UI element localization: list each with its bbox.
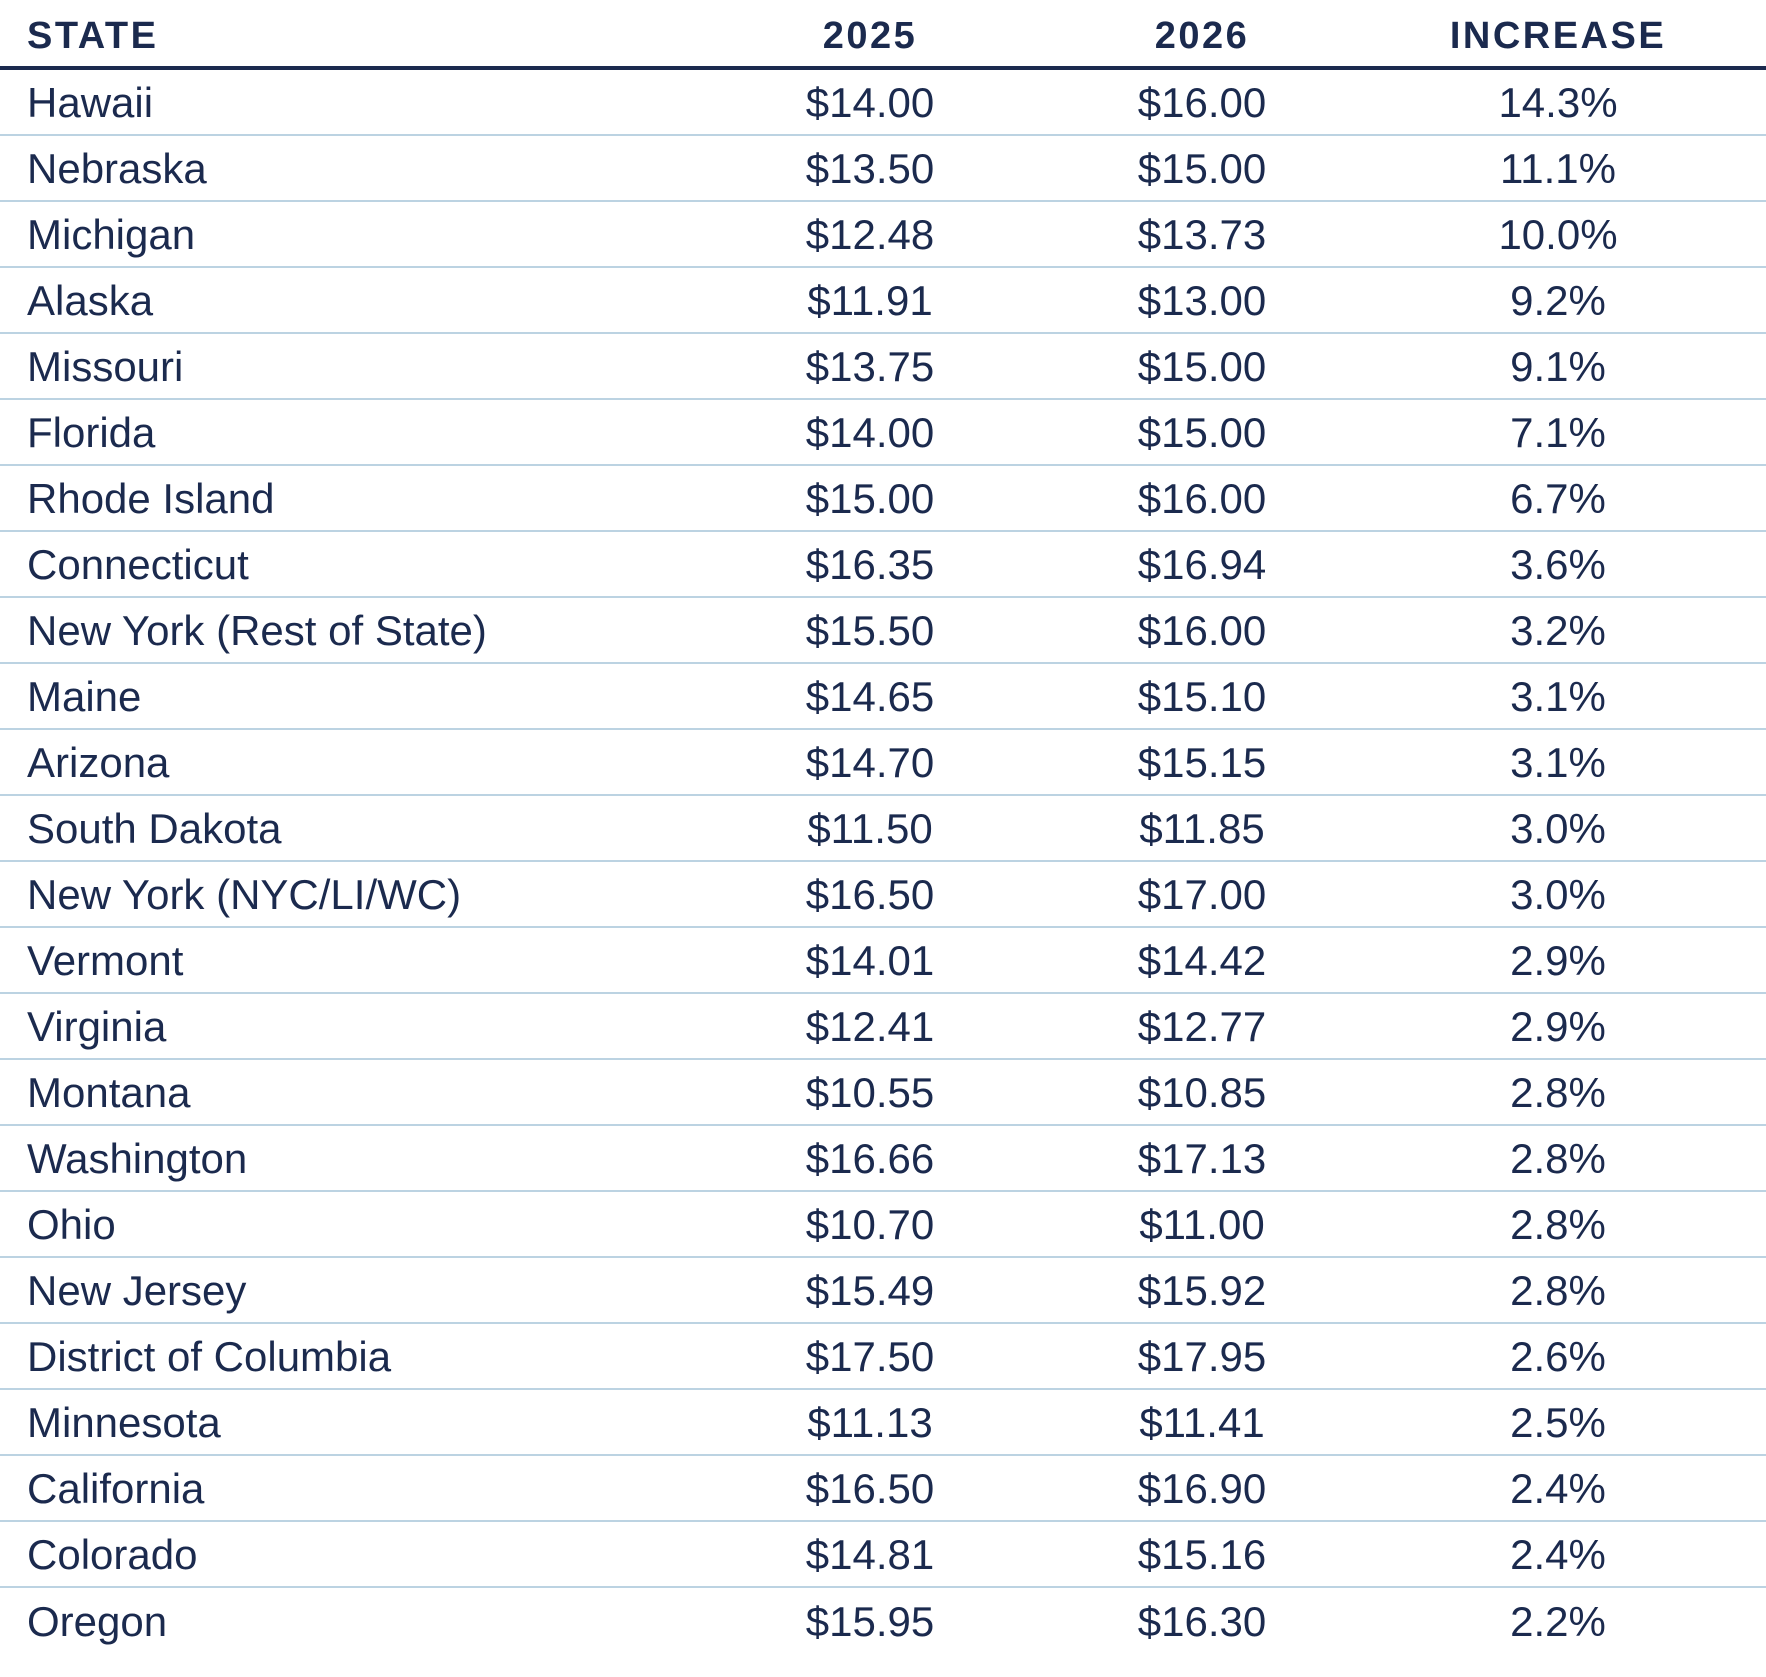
increase-cell: 2.8% [1510, 1069, 1606, 1116]
wage-2025-cell: $15.49 [805, 1267, 935, 1314]
wage-2025-cell: $14.00 [805, 409, 935, 456]
table-row [0, 1390, 1766, 1456]
wage-2026-cell: $15.10 [1137, 673, 1267, 720]
wage-2025-cell: $15.50 [805, 607, 935, 654]
wage-2025-cell: $12.41 [805, 1003, 935, 1050]
table-row [0, 466, 1766, 532]
increase-cell: 2.4% [1510, 1465, 1606, 1512]
wage-2026-cell: $16.94 [1137, 541, 1267, 588]
increase-cell: 3.6% [1510, 541, 1606, 588]
state-cell: Nebraska [27, 145, 207, 192]
wage-2025-cell: $12.48 [805, 211, 935, 258]
state-cell: District of Columbia [27, 1333, 392, 1380]
state-cell: New Jersey [27, 1267, 247, 1314]
increase-cell: 2.9% [1510, 937, 1606, 984]
state-cell: South Dakota [27, 805, 282, 852]
wage-2025-cell: $16.50 [805, 871, 935, 918]
state-cell: Washington [27, 1135, 248, 1182]
wage-2026-cell: $16.00 [1137, 79, 1267, 126]
column-header-2026: 2026 [1154, 14, 1250, 57]
table-row [0, 1456, 1766, 1522]
increase-cell: 3.1% [1510, 739, 1606, 786]
table-row [0, 862, 1766, 928]
state-cell: New York (Rest of State) [27, 607, 487, 654]
table-row [0, 268, 1766, 334]
increase-cell: 6.7% [1510, 475, 1606, 522]
wage-2025-cell: $14.01 [805, 937, 935, 984]
wage-2026-cell: $15.00 [1137, 343, 1267, 390]
wage-2026-cell: $14.42 [1137, 937, 1267, 984]
wage-2025-cell: $15.95 [805, 1598, 935, 1645]
wage-2025-cell: $16.66 [805, 1135, 935, 1182]
state-cell: Florida [27, 409, 156, 456]
wage-2026-cell: $15.00 [1137, 145, 1267, 192]
wage-2026-cell: $11.41 [1139, 1399, 1265, 1446]
increase-cell: 2.8% [1510, 1201, 1606, 1248]
wage-2026-cell: $16.00 [1137, 475, 1267, 522]
table-row [0, 1126, 1766, 1192]
state-cell: New York (NYC/LI/WC) [27, 871, 462, 918]
table-row [0, 730, 1766, 796]
state-cell: Maine [27, 673, 142, 720]
increase-cell: 14.3% [1498, 79, 1618, 126]
state-cell: Oregon [27, 1598, 168, 1645]
wage-2025-cell: $11.50 [807, 805, 933, 852]
table-row [0, 796, 1766, 862]
wage-2025-cell: $10.70 [805, 1201, 935, 1248]
table-row [0, 928, 1766, 994]
column-header-2025: 2025 [822, 14, 918, 57]
state-cell: Rhode Island [27, 475, 275, 522]
table-row [0, 1588, 1766, 1654]
column-header-state: STATE [27, 14, 159, 57]
state-cell: Virginia [27, 1003, 167, 1050]
wage-2026-cell: $15.16 [1137, 1531, 1267, 1578]
wage-2026-cell: $17.00 [1137, 871, 1267, 918]
wage-2025-cell: $14.00 [805, 79, 935, 126]
table-row [0, 1522, 1766, 1588]
state-cell: Michigan [27, 211, 196, 258]
wage-2026-cell: $16.00 [1137, 607, 1267, 654]
table-body [0, 70, 1766, 1654]
wage-2025-cell: $11.91 [807, 277, 933, 324]
wage-2025-cell: $16.35 [805, 541, 935, 588]
column-header-increase: INCREASE [1449, 14, 1667, 57]
increase-cell: 11.1% [1500, 145, 1616, 192]
increase-cell: 2.2% [1510, 1598, 1606, 1645]
wage-2026-cell: $13.00 [1137, 277, 1267, 324]
increase-cell: 2.8% [1510, 1267, 1606, 1314]
wage-2025-cell: $15.00 [805, 475, 935, 522]
increase-cell: 3.0% [1510, 871, 1606, 918]
table-row [0, 136, 1766, 202]
wage-2025-cell: $16.50 [805, 1465, 935, 1512]
wage-2025-cell: $14.70 [805, 739, 935, 786]
increase-cell: 2.5% [1510, 1399, 1606, 1446]
wage-2026-cell: $15.92 [1137, 1267, 1267, 1314]
wage-2025-cell: $14.81 [805, 1531, 935, 1578]
state-cell: Arizona [27, 739, 170, 786]
increase-cell: 9.1% [1510, 343, 1606, 390]
table-row [0, 400, 1766, 466]
wage-2025-cell: $13.75 [805, 343, 935, 390]
wage-2026-cell: $15.00 [1137, 409, 1267, 456]
state-cell: Minnesota [27, 1399, 221, 1446]
state-cell: Ohio [27, 1201, 116, 1248]
table-row [0, 664, 1766, 730]
wage-2025-cell: $13.50 [805, 145, 935, 192]
state-cell: Vermont [27, 937, 184, 984]
table-row [0, 1060, 1766, 1126]
increase-cell: 2.4% [1510, 1531, 1606, 1578]
table-row [0, 1192, 1766, 1258]
table-row [0, 334, 1766, 400]
table-row [0, 994, 1766, 1060]
wage-2026-cell: $16.30 [1137, 1598, 1267, 1645]
increase-cell: 2.8% [1510, 1135, 1606, 1182]
table-row [0, 1258, 1766, 1324]
state-cell: Missouri [27, 343, 184, 390]
state-cell: Connecticut [27, 541, 249, 588]
increase-cell: 3.0% [1510, 805, 1606, 852]
wage-2026-cell: $11.85 [1139, 805, 1265, 852]
table-row [0, 70, 1766, 136]
wage-2025-cell: $11.13 [807, 1399, 933, 1446]
wage-2026-cell: $12.77 [1137, 1003, 1267, 1050]
wage-2025-cell: $17.50 [805, 1333, 935, 1380]
increase-cell: 3.1% [1510, 673, 1606, 720]
state-cell: Montana [27, 1069, 191, 1116]
table-header [0, 0, 1766, 70]
increase-cell: 7.1% [1510, 409, 1606, 456]
wage-2026-cell: $16.90 [1137, 1465, 1267, 1512]
wage-2026-cell: $10.85 [1137, 1069, 1267, 1116]
increase-cell: 2.9% [1510, 1003, 1606, 1050]
table-row [0, 532, 1766, 598]
wage-2026-cell: $11.00 [1139, 1201, 1265, 1248]
table-row [0, 598, 1766, 664]
table-row [0, 202, 1766, 268]
state-cell: Colorado [27, 1531, 198, 1578]
increase-cell: 10.0% [1498, 211, 1618, 258]
state-cell: Hawaii [27, 79, 154, 126]
wage-2026-cell: $13.73 [1137, 211, 1267, 258]
wage-2025-cell: $10.55 [805, 1069, 935, 1116]
increase-cell: 3.2% [1510, 607, 1606, 654]
wage-2026-cell: $15.15 [1137, 739, 1267, 786]
increase-cell: 2.6% [1510, 1333, 1606, 1380]
table-row [0, 1324, 1766, 1390]
increase-cell: 9.2% [1510, 277, 1606, 324]
state-cell: Alaska [27, 277, 154, 324]
wage-2026-cell: $17.13 [1137, 1135, 1267, 1182]
state-cell: California [27, 1465, 205, 1512]
wage-2025-cell: $14.65 [805, 673, 935, 720]
wage-2026-cell: $17.95 [1137, 1333, 1267, 1380]
